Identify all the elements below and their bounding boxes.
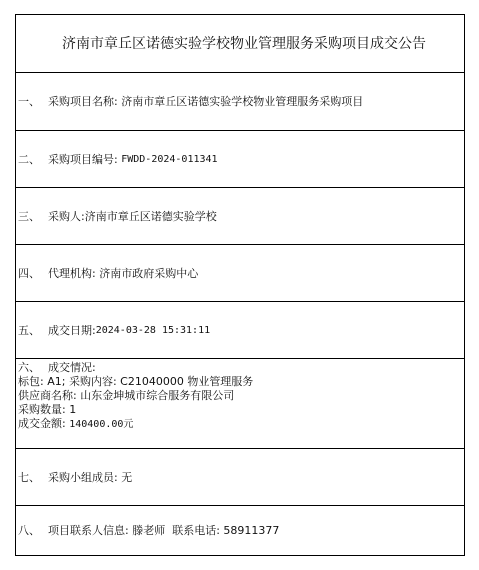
section-agency bbox=[16, 245, 464, 302]
section-label: 成交情况: bbox=[48, 361, 96, 374]
section-deal-details bbox=[16, 359, 464, 449]
section-number: 三、 bbox=[18, 209, 40, 223]
section-number: 七、 bbox=[18, 470, 40, 484]
deal-date-value: 2024-03-28 15:31:11 bbox=[95, 324, 211, 336]
deal-detail-supplier bbox=[18, 389, 464, 403]
section-deal-date bbox=[16, 302, 464, 359]
section-number: 六、 bbox=[18, 361, 40, 374]
section-number: 一、 bbox=[18, 95, 40, 108]
contact-value: 滕老师 联系电话: 58911377 bbox=[132, 524, 280, 537]
detail-label: 成交金额: bbox=[18, 417, 66, 430]
announcement-table bbox=[15, 14, 465, 556]
deal-details-heading bbox=[18, 361, 464, 375]
section-purchaser bbox=[16, 188, 464, 245]
purchaser-value: 济南市章丘区诺德实验学校 bbox=[84, 209, 217, 223]
section-label: 采购小组成员: bbox=[48, 470, 118, 484]
section-label: 采购项目编号: bbox=[48, 152, 118, 166]
project-number-value: FWDD-2024-011341 bbox=[121, 153, 218, 165]
section-committee bbox=[16, 449, 464, 506]
announcement-title-row bbox=[16, 15, 464, 73]
section-label: 成交日期: bbox=[48, 323, 96, 337]
detail-value: 山东金坤城市综合服务有限公司 bbox=[80, 389, 235, 402]
project-name-value: 济南市章丘区诺德实验学校物业管理服务采购项目 bbox=[121, 95, 364, 108]
section-number: 八、 bbox=[18, 524, 40, 537]
section-label: 代理机构: bbox=[48, 266, 96, 280]
announcement-title: 济南市章丘区诺德实验学校物业管理服务采购项目成交公告 bbox=[62, 36, 426, 52]
agency-value: 济南市政府采购中心 bbox=[99, 266, 199, 280]
section-label: 采购人: bbox=[48, 209, 85, 223]
section-label: 采购项目名称: bbox=[48, 95, 118, 108]
section-number: 二、 bbox=[18, 152, 40, 166]
section-number: 五、 bbox=[18, 323, 40, 337]
section-contact bbox=[16, 506, 464, 555]
deal-detail-package bbox=[18, 375, 464, 389]
section-project-number bbox=[16, 131, 464, 188]
detail-label: 采购数量: bbox=[18, 403, 66, 416]
deal-detail-amount bbox=[18, 417, 464, 431]
detail-value: 1 bbox=[69, 403, 77, 416]
detail-value: 140400.00元 bbox=[69, 419, 134, 430]
committee-value: 无 bbox=[121, 470, 133, 484]
section-project-name bbox=[16, 73, 464, 131]
deal-detail-quantity bbox=[18, 403, 464, 417]
detail-label: 供应商名称: bbox=[18, 389, 77, 402]
section-number: 四、 bbox=[18, 266, 40, 280]
section-label: 项目联系人信息: bbox=[48, 524, 129, 537]
detail-label: 标包: bbox=[18, 375, 44, 388]
detail-value: A1; 采购内容: C21040000 物业管理服务 bbox=[47, 375, 254, 388]
